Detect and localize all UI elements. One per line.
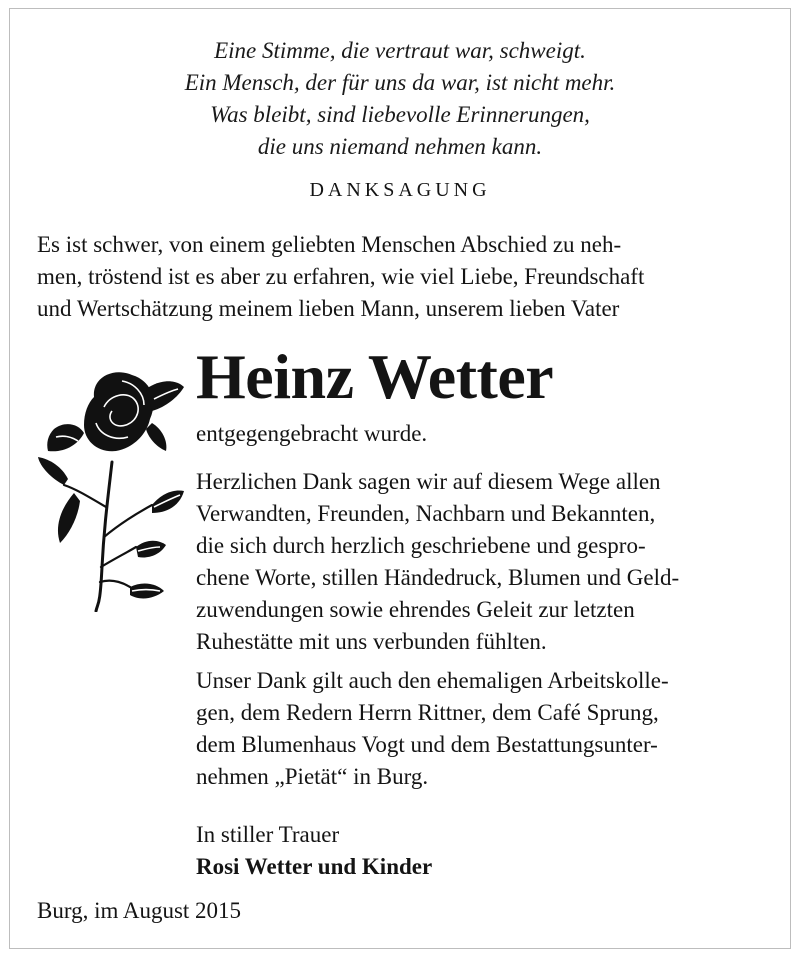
paragraph-line: zuwendungen sowie ehrendes Geleit zur letzten bbox=[196, 597, 635, 622]
signature: Rosi Wetter und Kinder bbox=[196, 854, 433, 879]
received-line bbox=[196, 418, 772, 450]
closing-line: In stiller Trauer bbox=[196, 822, 340, 847]
paragraph-line: chene Worte, stillen Händedruck, Blumen und Geld- bbox=[196, 565, 680, 590]
intro-line: Es ist schwer, von einem geliebten Menschen Abschied zu neh- bbox=[37, 232, 622, 257]
poem-line: Eine Stimme, die vertraut war, schweigt. bbox=[214, 38, 586, 63]
paragraph-line: dem Blumenhaus Vogt und dem Bestattungsunter- bbox=[196, 732, 658, 757]
place-date: Burg, im August 2015 bbox=[37, 898, 242, 923]
paragraph-line: Unser Dank gilt auch den ehemaligen Arbeitskolle- bbox=[196, 668, 669, 693]
paragraph-line: nehmen „Pietät“ in Burg. bbox=[196, 764, 429, 789]
heading: DANKSAGUNG bbox=[309, 179, 491, 201]
thanks-paragraph-2 bbox=[196, 665, 772, 793]
rose-icon bbox=[34, 367, 184, 612]
poem bbox=[10, 35, 790, 163]
poem-line: die uns niemand nehmen kann. bbox=[257, 134, 543, 159]
paragraph-line: Herzlichen Dank sagen wir auf diesem Wege allen bbox=[196, 469, 661, 494]
intro-paragraph bbox=[37, 229, 771, 325]
paragraph-line: Verwandten, Freunden, Nachbarn und Bekannten, bbox=[196, 501, 656, 526]
thanks-paragraph-1 bbox=[196, 466, 772, 658]
poem-line: Ein Mensch, der für uns da war, ist nicht mehr. bbox=[184, 70, 616, 95]
poem-line: Was bleibt, sind liebevolle Erinnerungen, bbox=[210, 102, 590, 127]
intro-line: men, tröstend ist es aber zu erfahren, wie viel Liebe, Freundschaft bbox=[37, 264, 645, 289]
received-text: entgegengebracht wurde. bbox=[196, 421, 428, 446]
paragraph-line: gen, dem Redern Herrn Rittner, dem Café Sprung, bbox=[196, 700, 659, 725]
paragraph-line: die sich durch herzlich geschriebene und gespro- bbox=[196, 533, 646, 558]
paragraph-line: Ruhestätte mit uns verbunden fühlten. bbox=[196, 629, 547, 654]
closing-block bbox=[196, 819, 772, 883]
deceased-name: Heinz Wetter bbox=[196, 341, 554, 412]
obituary-notice bbox=[9, 8, 791, 949]
intro-line: und Wertschätzung meinem lieben Mann, unserem lieben Vater bbox=[37, 296, 620, 321]
